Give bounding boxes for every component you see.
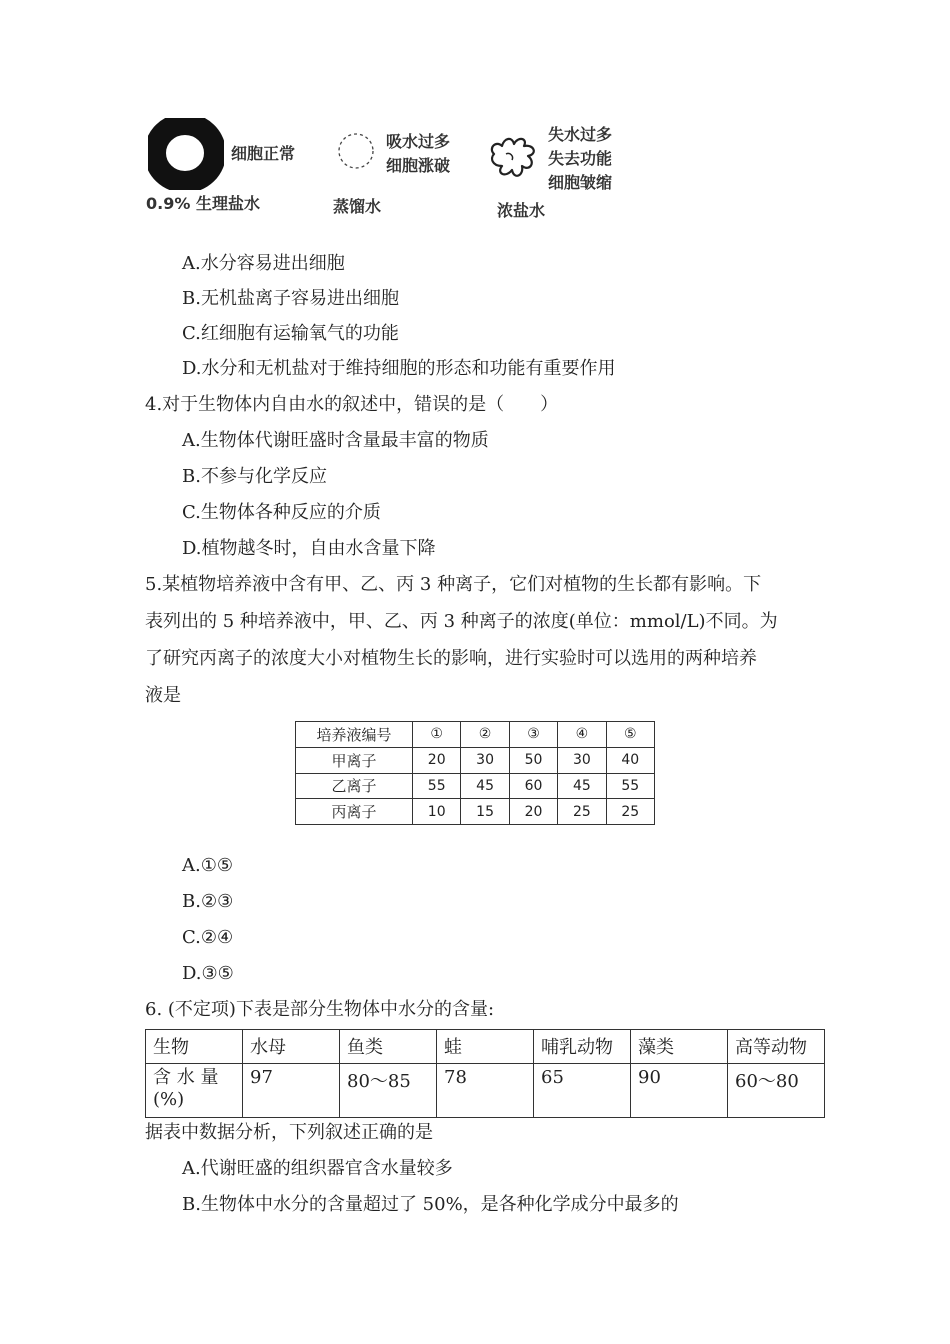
burst-cell-caption: 吸水过多 细胞涨破 [386, 132, 451, 175]
q6-stem: 6. (不定项)下表是部分生物体中水分的含量: [145, 999, 495, 1020]
table-header-row: 生物 水母 鱼类 蛙 哺乳动物 藻类 高等动物 [146, 1030, 825, 1064]
q5-option-c: C.②④ [182, 927, 234, 948]
q3-option-c: C.红细胞有运输氧气的功能 [182, 323, 399, 344]
q6-after-table: 据表中数据分析，下列叙述正确的是 [145, 1122, 433, 1143]
table-row: 丙离子 10 15 20 25 25 [296, 799, 655, 825]
q3-option-b: B.无机盐离子容易进出细胞 [182, 288, 399, 309]
table-row: 乙离子 55 45 60 45 55 [296, 773, 655, 799]
q4-option-d: D.植物越冬时，自由水含量下降 [182, 538, 436, 559]
normal-cell-caption: 细胞正常 [231, 144, 296, 163]
normal-cell-icon [148, 118, 224, 190]
q5-option-a: A.①⑤ [182, 855, 233, 876]
q4-option-a: A.生物体代谢旺盛时含量最丰富的物质 [182, 430, 489, 451]
table-header-row: 培养液编号 ① ② ③ ④ ⑤ [296, 722, 655, 748]
q5-stem-line-2: 表列出的 5 种培养液中，甲、乙、丙 3 种离子的浓度(单位：mmol/L)不同。为 [145, 611, 778, 632]
table-row: 甲离子 20 30 50 30 40 [296, 747, 655, 773]
q6-option-a: A.代谢旺盛的组织器官含水量较多 [182, 1158, 453, 1179]
q5-option-d: D.③⑤ [182, 963, 234, 984]
saline-label: 0.9% 生理盐水 [146, 194, 260, 213]
q3-option-d: D.水分和无机盐对于维持细胞的形态和功能有重要作用 [182, 358, 616, 379]
q5-stem-line-3: 了研究丙离子的浓度大小对植物生长的影响，进行实验时可以选用的两种培养 [145, 648, 757, 669]
q5-option-b: B.②③ [182, 891, 234, 912]
distilled-water-label: 蒸馏水 [333, 197, 382, 216]
q4-option-b: B.不参与化学反应 [182, 466, 327, 487]
q4-option-c: C.生物体各种反应的介质 [182, 502, 381, 523]
q5-ion-table [295, 721, 655, 825]
q5-stem-line-4: 液是 [145, 685, 181, 706]
shrunken-cell-icon [486, 132, 546, 186]
concentrated-saline-label: 浓盐水 [497, 201, 546, 220]
shrunken-cell-caption: 失水过多 失去功能 细胞皱缩 [548, 125, 613, 192]
q3-option-a: A.水分容易进出细胞 [182, 253, 345, 274]
q6-option-b: B.生物体中水分的含量超过了 50%，是各种化学成分中最多的 [182, 1194, 679, 1215]
table-row: 含 水 量 (%) 97 80～85 78 65 90 60～80 [146, 1064, 825, 1118]
burst-cell-icon [335, 130, 379, 174]
q4-stem: 4.对于生物体内自由水的叙述中，错误的是（ ） [145, 394, 559, 415]
q5-stem-line-1: 5.某植物培养液中含有甲、乙、丙 3 种离子，它们对植物的生长都有影响。下 [145, 574, 762, 595]
q6-water-content-table [145, 1029, 825, 1118]
